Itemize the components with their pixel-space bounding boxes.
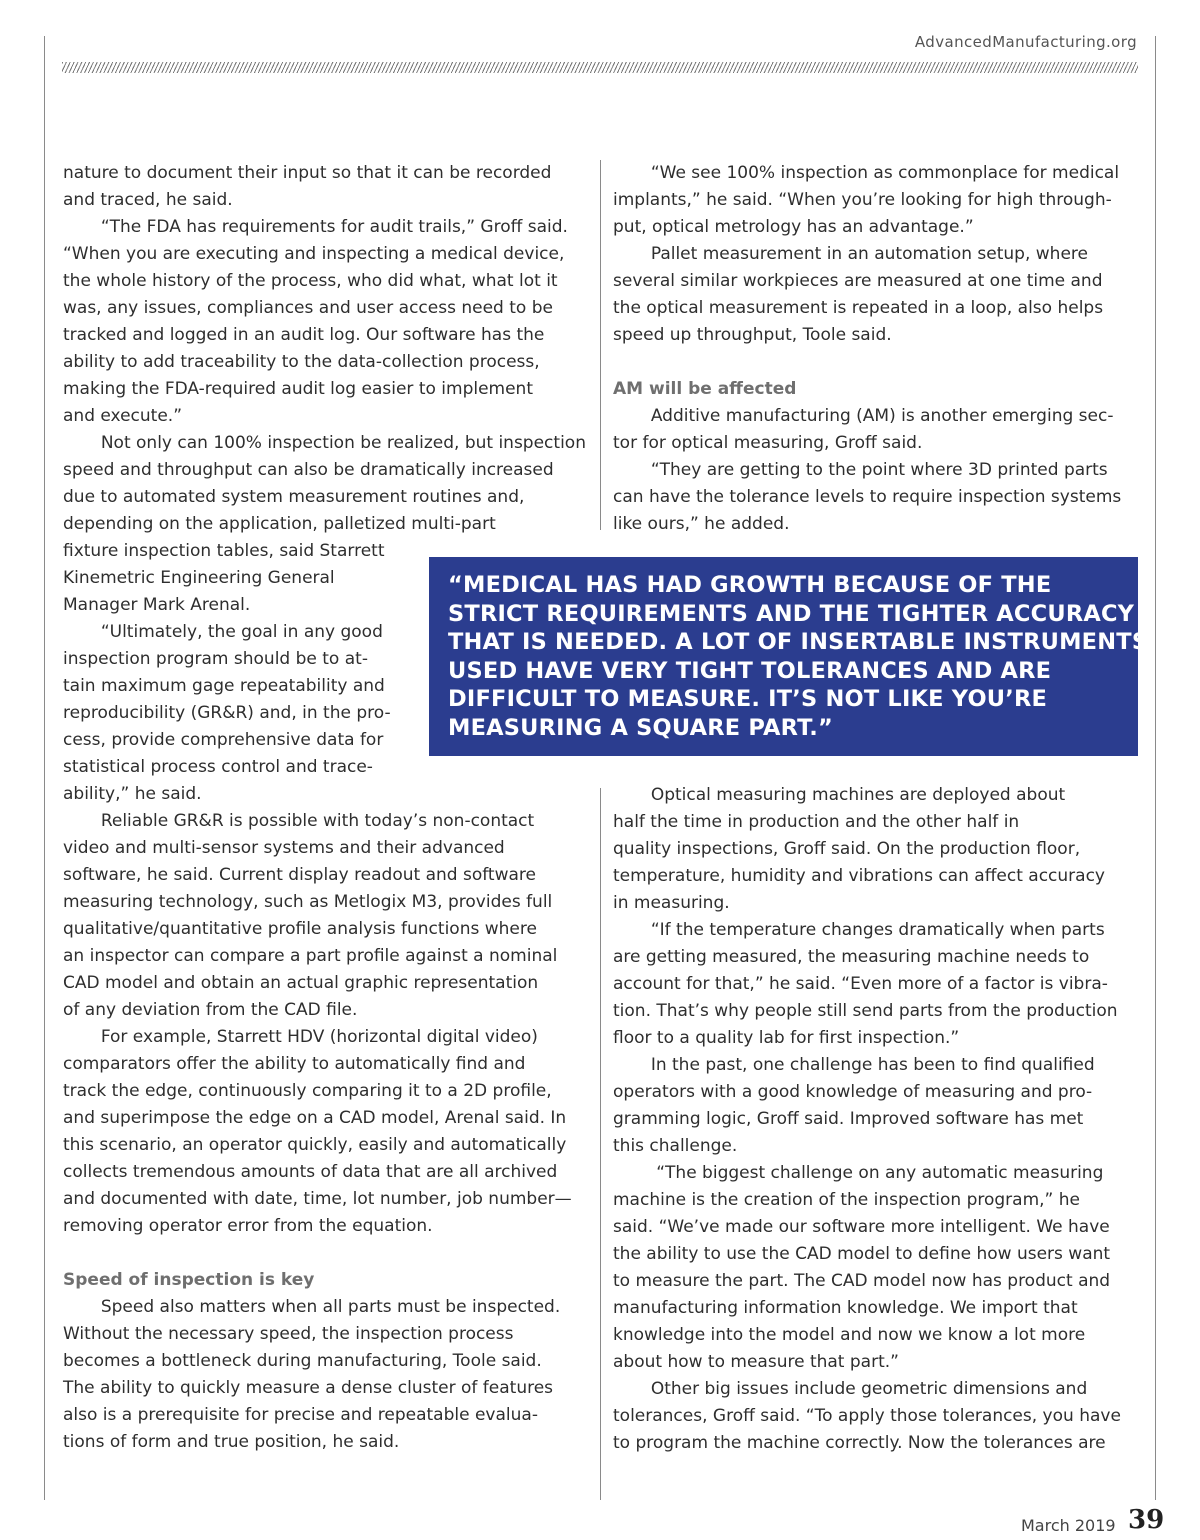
- text-line: tolerances, Groff said. “To apply those tolerances, you have: [613, 1406, 1121, 1426]
- text-line: Other big issues include geometric dimensions and: [613, 1379, 1088, 1399]
- text-line: measuring technology, such as Metlogix M3, provides full: [63, 892, 553, 912]
- text-line: Additive manufacturing (AM) is another emerging sec-: [613, 406, 1114, 426]
- text-line: due to automated system measurement routines and,: [63, 487, 525, 507]
- text-line: nature to document their input so that it can be recorded: [63, 163, 552, 183]
- right-column-bottom: [613, 782, 1143, 1457]
- text-line: video and multi-sensor systems and their advanced: [63, 838, 505, 858]
- text-line: and documented with date, time, lot number, job number—: [63, 1189, 572, 1209]
- text-line: For example, Starrett HDV (horizontal digital video): [63, 1027, 538, 1047]
- text-line: qualitative/quantitative profile analysis functions where: [63, 919, 537, 939]
- text-line: “If the temperature changes dramatically when parts: [613, 920, 1105, 940]
- text-line: “Ultimately, the goal in any good: [63, 622, 383, 642]
- text-line: the optical measurement is repeated in a loop, also helps: [613, 298, 1104, 318]
- text-line: speed and throughput can also be dramatically increased: [63, 460, 554, 480]
- text-line: of any deviation from the CAD file.: [63, 1000, 358, 1020]
- text-line: put, optical metrology has an advantage.”: [613, 217, 974, 237]
- text-line: tor for optical measuring, Groff said.: [613, 433, 923, 453]
- text-line: Reliable GR&R is possible with today’s non-contact: [63, 811, 535, 831]
- text-line: ability,” he said.: [63, 784, 202, 804]
- text-line: gramming logic, Groff said. Improved software has met: [613, 1109, 1084, 1129]
- text-line: cess, provide comprehensive data for: [63, 730, 384, 750]
- text-line: to program the machine correctly. Now the tolerances are: [613, 1433, 1106, 1453]
- text-line: “The biggest challenge on any automatic measuring: [613, 1163, 1104, 1183]
- text-line: to measure the part. The CAD model now has product and: [613, 1271, 1111, 1291]
- text-line: “We see 100% inspection as commonplace for medical: [613, 163, 1120, 183]
- text-line: “They are getting to the point where 3D printed parts: [613, 460, 1108, 480]
- text-line: CAD model and obtain an actual graphic representation: [63, 973, 539, 993]
- column-divider-bottom: [600, 788, 601, 1500]
- text-line: speed up throughput, Toole said.: [613, 325, 892, 345]
- text-line: in measuring.: [613, 893, 730, 913]
- text-line: are getting measured, the measuring machine needs to: [613, 947, 1090, 967]
- decorative-hatch-bar: [62, 62, 1138, 73]
- text-line: half the time in production and the other half in: [613, 812, 1020, 832]
- text-line: Kinemetric Engineering General: [63, 568, 335, 588]
- pull-quote-line: USED HAVE VERY TIGHT TOLERANCES AND ARE: [448, 657, 1052, 684]
- text-line: collects tremendous amounts of data that are all archived: [63, 1162, 558, 1182]
- text-line: “The FDA has requirements for audit trails,” Groff said.: [63, 217, 568, 237]
- outer-left-rule: [44, 36, 45, 1500]
- footer-date: March 2019: [1021, 1516, 1116, 1535]
- text-line: Manager Mark Arenal.: [63, 595, 251, 615]
- text-line: and execute.”: [63, 406, 182, 426]
- text-line: tion. That’s why people still send parts from the production: [613, 1001, 1118, 1021]
- text-line: the ability to use the CAD model to define how users want: [613, 1244, 1111, 1264]
- text-line: depending on the application, palletized multi-part: [63, 514, 496, 534]
- text-line: machine is the creation of the inspection program,” he: [613, 1190, 1080, 1210]
- text-line: can have the tolerance levels to require inspection systems: [613, 487, 1122, 507]
- section-heading: Speed of inspection is key: [63, 1270, 315, 1290]
- text-line: The ability to quickly measure a dense cluster of features: [63, 1378, 554, 1398]
- text-line: Pallet measurement in an automation setup, where: [613, 244, 1088, 264]
- text-line: tain maximum gage repeatability and: [63, 676, 385, 696]
- text-line: operators with a good knowledge of measuring and pro-: [613, 1082, 1093, 1102]
- text-line: fixture inspection tables, said Starrett: [63, 541, 385, 561]
- paragraph-spacer: [613, 349, 1143, 376]
- text-line: In the past, one challenge has been to find qualified: [613, 1055, 1095, 1075]
- text-line: tracked and logged in an audit log. Our software has the: [63, 325, 545, 345]
- text-line: about how to measure that part.”: [613, 1352, 899, 1372]
- pull-quote-line: STRICT REQUIREMENTS AND THE TIGHTER ACCURACY: [448, 600, 1135, 627]
- right-column-top: [613, 160, 1143, 538]
- text-line: was, any issues, compliances and user access need to be: [63, 298, 553, 318]
- text-line: implants,” he said. “When you’re looking for high through-: [613, 190, 1112, 210]
- text-line: this challenge.: [613, 1136, 738, 1156]
- text-line: removing operator error from the equation.: [63, 1216, 433, 1236]
- text-line: track the edge, continuously comparing it to a 2D profile,: [63, 1081, 552, 1101]
- text-line: Optical measuring machines are deployed about: [613, 785, 1066, 805]
- paragraph-spacer: [63, 1240, 593, 1267]
- pull-quote-line: “MEDICAL HAS HAD GROWTH BECAUSE OF THE: [448, 572, 1052, 598]
- text-line: reproducibility (GR&R) and, in the pro-: [63, 703, 391, 723]
- text-line: and superimpose the edge on a CAD model, Arenal said. In: [63, 1108, 567, 1128]
- text-line: this scenario, an operator quickly, easily and automatically: [63, 1135, 567, 1155]
- text-line: knowledge into the model and now we know a lot more: [613, 1325, 1086, 1345]
- text-line: manufacturing information knowledge. We import that: [613, 1298, 1078, 1318]
- text-line: becomes a bottleneck during manufacturing, Toole said.: [63, 1351, 542, 1371]
- text-line: software, he said. Current display readout and software: [63, 865, 536, 885]
- text-line: said. “We’ve made our software more intelligent. We have: [613, 1217, 1110, 1237]
- outer-right-rule: [1155, 36, 1156, 1500]
- text-line: statistical process control and trace-: [63, 757, 373, 777]
- site-url: AdvancedManufacturing.org: [914, 33, 1137, 51]
- left-column: [63, 160, 593, 1456]
- text-line: Speed also matters when all parts must be inspected.: [63, 1297, 561, 1317]
- section-heading: AM will be affected: [613, 379, 797, 399]
- text-line: the whole history of the process, who did what, what lot it: [63, 271, 558, 291]
- text-line: tions of form and true position, he said.: [63, 1432, 400, 1452]
- text-line: also is a prerequisite for precise and repeatable evalua-: [63, 1405, 538, 1425]
- text-line: ability to add traceability to the data-collection process,: [63, 352, 540, 372]
- text-line: Without the necessary speed, the inspection process: [63, 1324, 514, 1344]
- text-line: an inspector can compare a part profile against a nominal: [63, 946, 558, 966]
- pull-quote: [429, 557, 1149, 756]
- text-line: making the FDA-required audit log easier to implement: [63, 379, 533, 399]
- text-line: account for that,” he said. “Even more of a factor is vibra-: [613, 974, 1108, 994]
- text-line: quality inspections, Groff said. On the production floor,: [613, 839, 1081, 859]
- text-line: several similar workpieces are measured at one time and: [613, 271, 1103, 291]
- page-number: 39: [1128, 1505, 1165, 1535]
- pull-quote-line: DIFFICULT TO MEASURE. IT’S NOT LIKE YOU’RE: [448, 686, 1048, 713]
- column-divider-top: [600, 160, 601, 530]
- text-line: comparators offer the ability to automatically find and: [63, 1054, 526, 1074]
- pull-quote-line: THAT IS NEEDED. A LOT OF INSERTABLE INSTRUMENTS: [448, 629, 1149, 656]
- text-line: and traced, he said.: [63, 190, 233, 210]
- text-line: inspection program should be to at-: [63, 649, 368, 669]
- pull-quote-line: MEASURING A SQUARE PART.”: [448, 714, 833, 741]
- text-line: temperature, humidity and vibrations can affect accuracy: [613, 866, 1105, 886]
- text-line: like ours,” he added.: [613, 514, 790, 534]
- text-line: floor to a quality lab for first inspection.”: [613, 1028, 960, 1048]
- text-line: Not only can 100% inspection be realized, but inspection: [63, 433, 586, 453]
- text-line: “When you are executing and inspecting a medical device,: [63, 244, 565, 264]
